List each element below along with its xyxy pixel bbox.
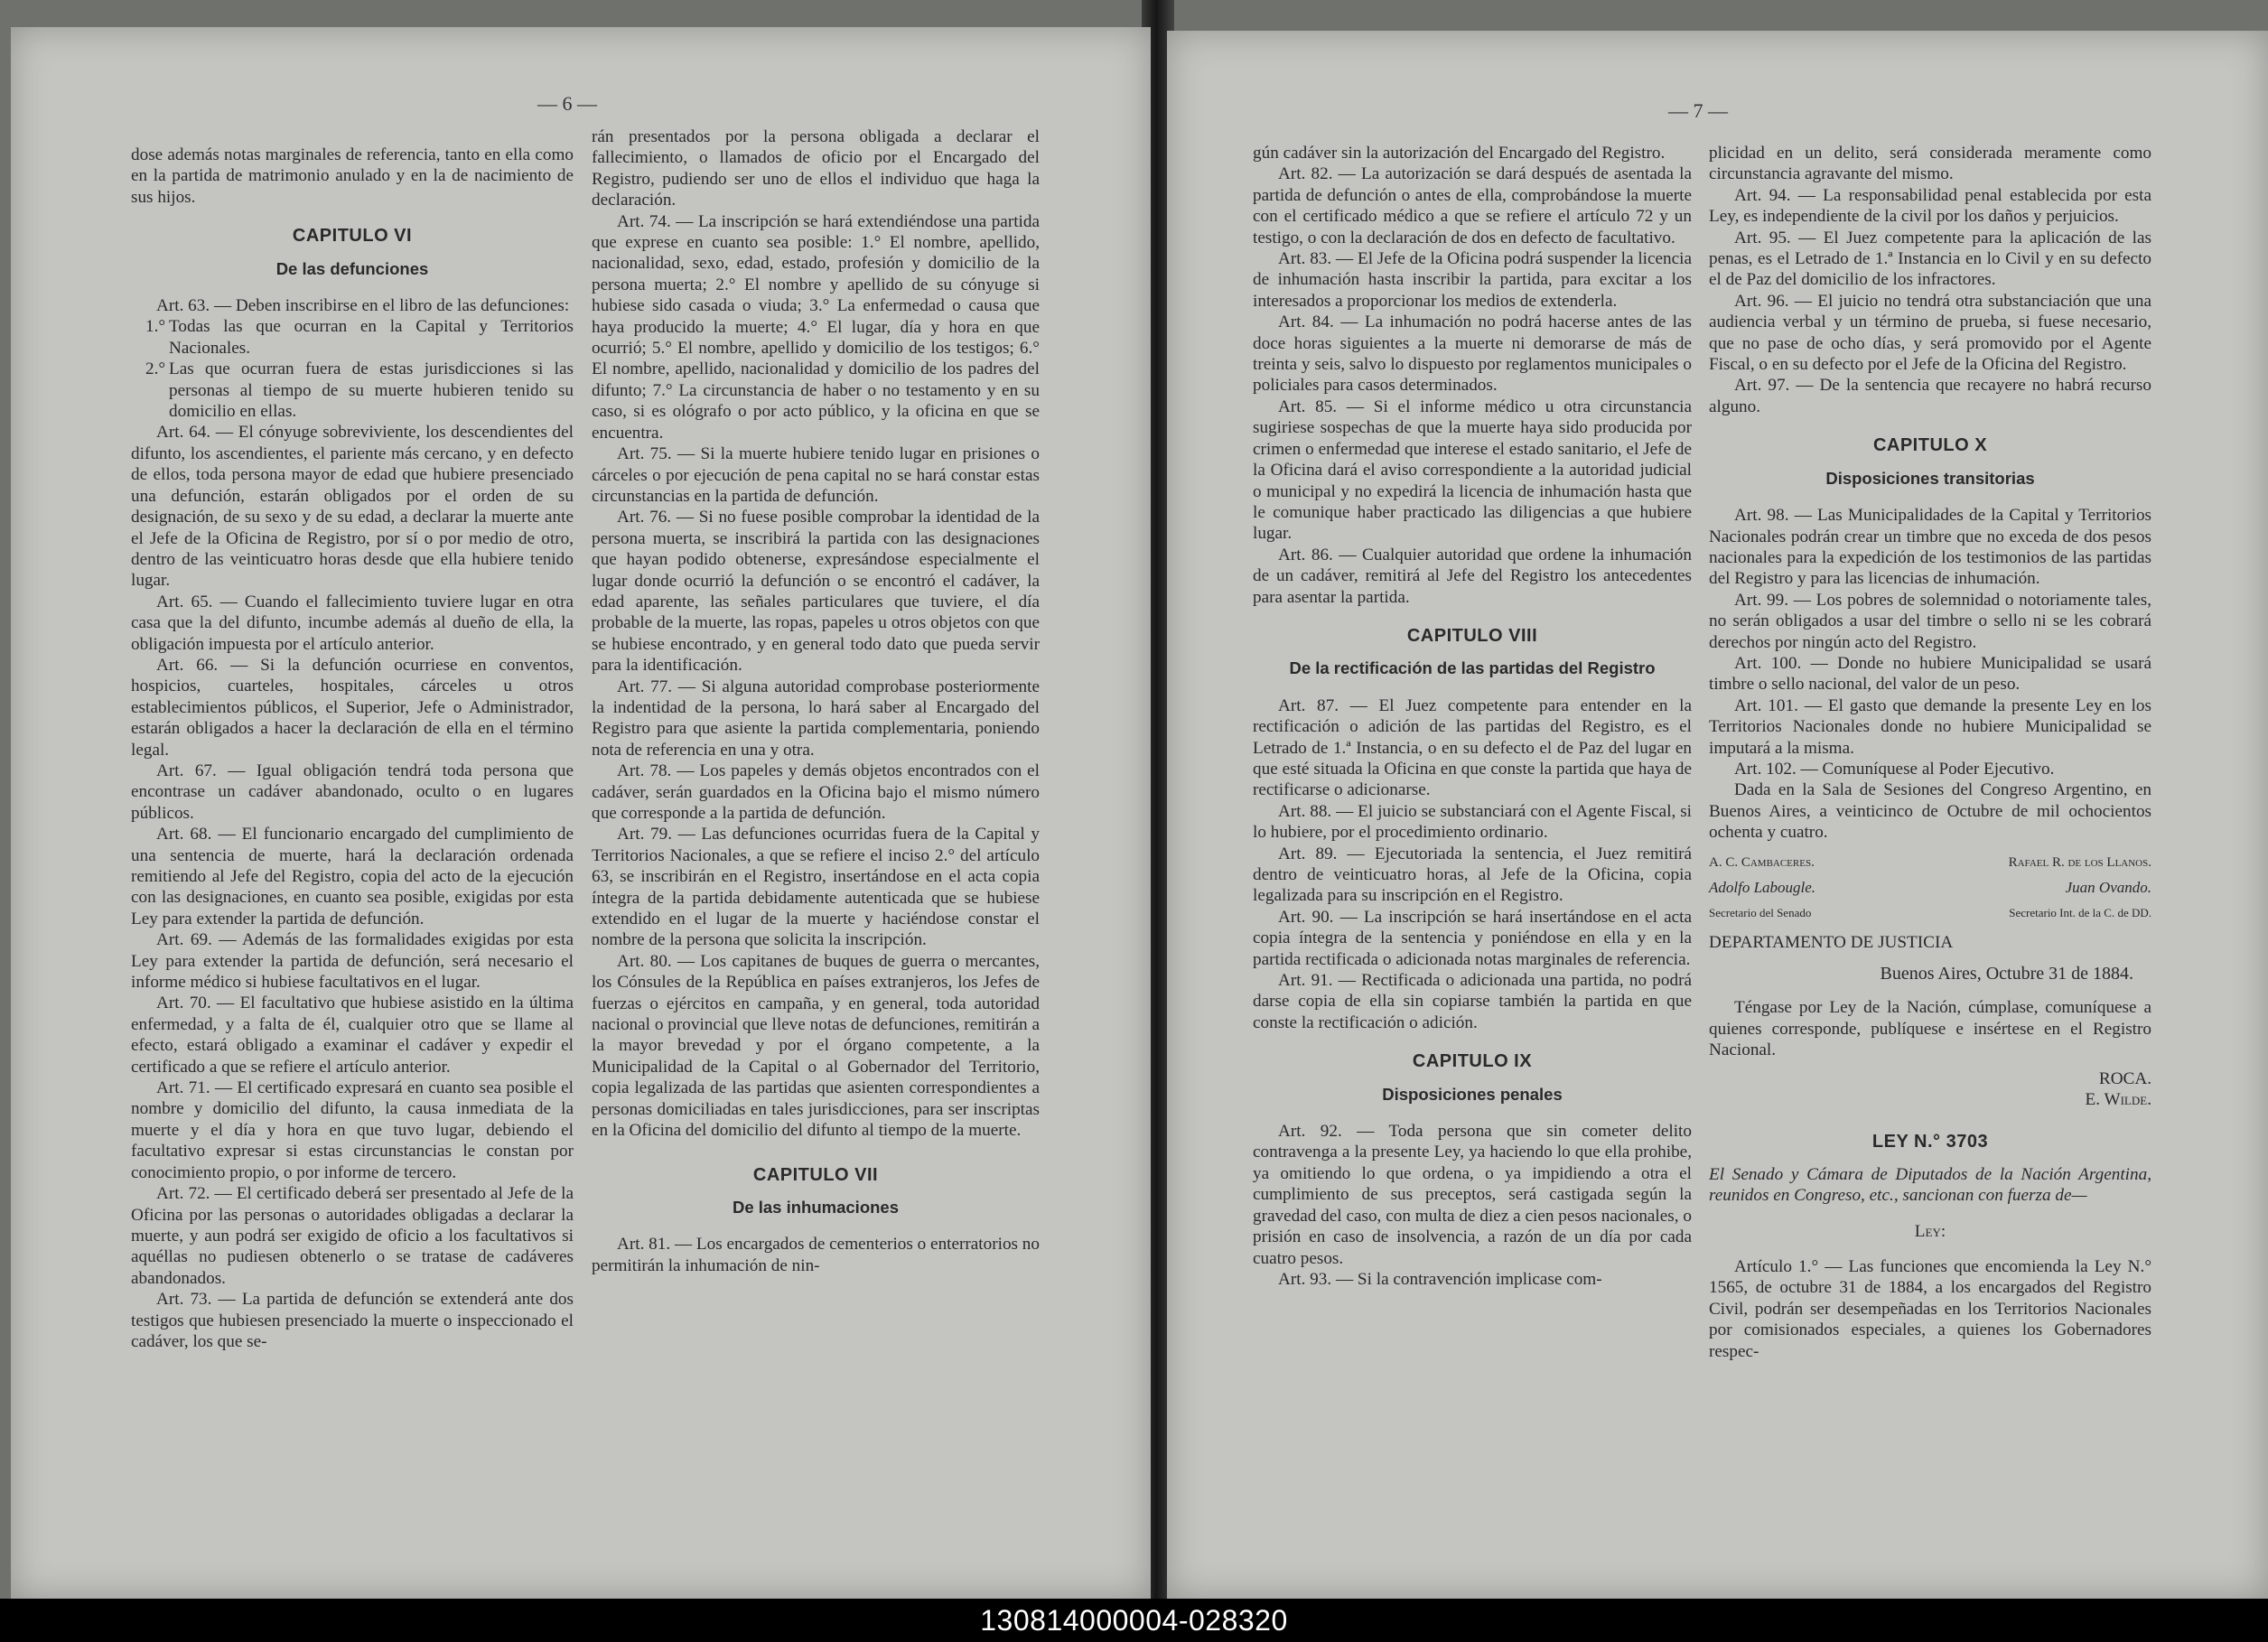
chapter-subheading: De la rectificación de las partidas del Registro xyxy=(1289,658,1656,678)
signature-row xyxy=(1709,903,2151,923)
paragraph: Art. 64. — El cónyuge sobreviviente, los descendientes del difunto, los ascendientes, el pariente más cercano, y en defecto de ellos, toda persona mayor de edad que hubiere presenciado una defunción, estarán obligados por el orden de su designación, de su sexo y de su edad, a declarar la muerte ante el Jefe de la Oficina de Registro, por sí o por medio de otro, dentro de las veinticuatro horas desde que ella hubiere tenido lugar. xyxy=(131,423,574,591)
signature-roca: ROCA. xyxy=(2098,1068,2151,1088)
paragraph: Art. 74. — La inscripción se hará extendiéndose una partida que exprese en cuanto sea posible: 1.° El nombre, apellido, nacionalidad, sexo, edad, estado, profesión y domicilio de la persona muerta; 2.° El nombre y apellido de su cónyuge si hubiese sido casada o viuda; 3.° La enfermedad o causa que haya producido la muerte; 4.° El lugar, día y hora en que ocurrió; 5.° El nombre, apellido y domicilio de los testigos; 6.° El nombre, apellido, nacionalidad y domicilio de los padres del difunto; 7.° La circunstancia de haber o no testamento y en su caso, si es ológrafo o por acto público, y la oficina en que se encuentra. xyxy=(592,211,1040,443)
paragraph: Art. 99. — Los pobres de solemnidad o notoriamente tales, no serán obligados a usar del timbre o sello ni se les cobrará derechos por ningún acto del Registro. xyxy=(1709,590,2151,652)
list-number: 1.° xyxy=(145,317,166,337)
paragraph: Art. 96. — El juicio no tendrá otra substanciación que una audiencia verbal y un término de prueba, si fuese necesario, que no pase de ocho días, y será promovido por el Agente Fiscal, o en su defecto por el Jefe de la Oficina del Registro. xyxy=(1709,291,2151,375)
paragraph: Art. 80. — Los capitanes de buques de guerra o mercantes, los Cónsules de la República en países extranjeros, los Jefes de fuerzas o ejércitos en campaña, y en general, toda autoridad nacional o provincial que lleve notas de defunciones, remitirán a la mayor brevedad y por el órgano competente, a la Municipalidad de la Capital o al Gobernador del Territorio, copia legalizada de las partidas que asienten correspondientes a personas domiciliadas en tales jurisdicciones, para ser inscriptas en la Oficina del domicilio del difunto al tiempo de la muerte. xyxy=(592,951,1040,1141)
paragraph: Art. 71. — El certificado expresará en cuanto sea posible el nombre y domicilio del difunto, la causa inmediata de la muerte y el día y hora en que tuvo lugar, debiendo el facultativo expresar si estas circunstancias le constan por conocimiento propio, o por informe de tercero. xyxy=(131,1078,574,1182)
paragraph: Art. 63. — Deben inscribirse en el libro de las defunciones: xyxy=(156,296,570,316)
paragraph: Art. 93. — Si la contravención implicase com- xyxy=(1278,1269,1602,1289)
page-number: — 7 — xyxy=(1668,99,1728,122)
paragraph: Art. 102. — Comuníquese al Poder Ejecutivo. xyxy=(1734,759,2055,779)
signature-title-left: Secretario del Senado xyxy=(1709,905,1812,919)
paragraph: Art. 82. — La autorización se dará después de asentada la partida de defunción o antes de ella, comprobándose la muerte con el certificado médico a que se refiere el artículo 72 y un testigo, o con la declaración de dos en defecto de facultativo. xyxy=(1253,164,1692,247)
list-text: Todas las que ocurran en la Capital y Territorios Nacionales. xyxy=(169,317,574,358)
paragraph: Art. 85. — Si el informe médico u otra circunstancia sugiriese sospechas de que la muerte haya sido producida por crimen o enfermedad que interese el estado sanitario, el Jefe de la Oficina dará el aviso correspondiente a la autoridad judicial o municipal y no expedirá la licencia de inhumación hasta que le comunique haber practicado las diligencias a que hubiere lugar. xyxy=(1253,397,1692,544)
chapter-heading: CAPITULO VI xyxy=(292,226,413,247)
paragraph: Art. 69. — Además de las formalidades exigidas por esta Ley para extender la partida de defunción, será necesario el informe médico si hubiese facultativos en el lugar. xyxy=(131,930,574,993)
paragraph: Art. 83. — El Jefe de la Oficina podrá suspender la licencia de inhumación hasta inscribir la partida, para excitar a los interesados a proporcionar los medios de extenderla. xyxy=(1253,249,1692,311)
paragraph: Art. 90. — La inscripción se hará insertándose en el acta copia íntegra de la sentencia y poniéndose en ella y en la partida rectificada o adicionada notas marginales de referencia. xyxy=(1253,907,1692,969)
paragraph: Art. 100. — Donde no hubiere Municipalidad se usará timbre o sello nacional, del valor de un peso. xyxy=(1709,653,2151,695)
paragraph: Art. 88. — El juicio se substanciará con el Agente Fiscal, si lo hubiere, por el procedimiento ordinario. xyxy=(1253,801,1692,843)
chapter-subheading: Disposiciones transitorias xyxy=(1825,468,2035,488)
paragraph: Dada en la Sala de Sesiones del Congreso Argentino, en Buenos Aires, a veinticinco de Octubre de mil ochocientos ochenta y cuatro. xyxy=(1709,780,2151,843)
right-page-column-2 xyxy=(1709,143,2151,1362)
paragraph: Art. 89. — Ejecutoriada la sentencia, el Juez remitirá dentro de veinticuatro horas, al Jefe de la Oficina, copia legalizada para su inscripción en el Registro. xyxy=(1253,844,1692,906)
signature-left: Adolfo Labougle. xyxy=(1709,878,1816,896)
paragraph: plicidad en un delito, será considerada meramente como circunstancia agravante del mismo. xyxy=(1709,144,2151,184)
paragraph: Art. 78. — Los papeles y demás objetos encontrados con el cadáver, serán guardados en la Oficina bajo el mismo número que corresponde a la partida de defunción. xyxy=(592,761,1040,823)
paragraph: gún cadáver sin la autorización del Encargado del Registro. xyxy=(1253,144,1666,163)
paragraph: Art. 65. — Cuando el fallecimiento tuviere lugar en otra casa que la del difunto, incumbe además al dueño de ella, la obligación impuesta por el artículo anterior. xyxy=(131,592,574,654)
signature-wilde: E. Wilde. xyxy=(2085,1090,2151,1110)
paragraph: Art. 91. — Rectificada o adicionada una partida, no podrá darse copia de ella sin copiarse también la partida en que conste la rectificación o adición. xyxy=(1253,971,1692,1032)
paragraph: Art. 70. — El facultativo que hubiese asistido en la última enfermedad, y a falta de él, cualquier otro que se llame al efecto, estará obligado a examinar el cadáver y expedir el certificado a que se refiere el artículo anterior. xyxy=(131,994,574,1077)
paragraph: Art. 75. — Si la muerte hubiere tenido lugar en prisiones o cárceles o por ejecución de pena capital no se hará constar estas circunstancias en la partida de defunción. xyxy=(592,444,1040,506)
barcode-label: 130814000004-028320 xyxy=(0,1599,2268,1642)
paragraph: Art. 67. — Igual obligación tendrá toda persona que encontrase un cadáver abandonado, oculto o en lugares públicos. xyxy=(131,760,574,823)
law-label: Ley: xyxy=(1914,1221,1946,1241)
paragraph: Art. 84. — La inhumación no podrá hacerse antes de las doce horas siguientes a la muerte ni demorarse de más de treinta y seis, salvo lo dispuesto por reglamentos municipales o policiales para casos determinados. xyxy=(1253,313,1692,396)
paragraph: Téngase por Ley de la Nación, cúmplase, comuníquese a quienes corresponde, publíquese e insértese en el Registro Nacional. xyxy=(1709,998,2151,1060)
paragraph: rán presentados por la persona obligada a declarar el fallecimiento, o llamados de oficio por el Encargado del Registro, pudiendo ser uno de ellos el individuo que haga la declaración. xyxy=(592,127,1040,210)
chapter-subheading: Disposiciones penales xyxy=(1382,1084,1563,1104)
paragraph: Art. 86. — Cualquier autoridad que ordene la inhumación de un cadáver, remitirá al Jefe del Registro los antecedentes para asentar la partida. xyxy=(1253,545,1692,607)
signature-row xyxy=(1709,853,2151,872)
chapter-subheading: De las defunciones xyxy=(275,258,429,278)
list-number: 2.° xyxy=(145,359,166,379)
list-item xyxy=(131,316,574,359)
left-page-column-2 xyxy=(592,126,1040,1276)
law-heading: LEY N.° 3703 xyxy=(1871,1132,1989,1152)
paragraph: Artículo 1.° — Las funciones que encomienda la Ley N.° 1565, de octubre 31 de 1884, a los encargados del Registro Civil, podrán ser desempeñadas en los Territorios Nacionales por comisionados especiales, a quienes los Gobernadores respec- xyxy=(1709,1257,2151,1361)
paragraph: Art. 95. — El Juez competente para la aplicación de las penas, es el Letrado de 1.ª Instancia en lo Civil y en su defecto el de Paz del domicilio de los infractores. xyxy=(1709,228,2151,290)
chapter-heading: CAPITULO X xyxy=(1872,435,1988,456)
paragraph: Art. 94. — La responsabilidad penal establecida por esta Ley, es independiente de la civil por los daños y perjuicios. xyxy=(1709,185,2151,227)
right-page xyxy=(1167,31,2268,1599)
paragraph: Art. 72. — El certificado deberá ser presentado al Jefe de la Oficina por las personas o autoridades obligadas a declarar la muerte, y aun podrá ser exigido de oficio a los facultativos si aquéllas no pudiesen obtenerlo o se tratase de cadáveres abandonados. xyxy=(131,1184,574,1288)
paragraph: Art. 81. — Los encargados de cementerios o enterratorios no permitirán la inhumación de nin- xyxy=(592,1235,1040,1275)
paragraph: Art. 87. — El Juez competente para entender en la rectificación o adición de las partidas del Registro, es el Letrado de 1.ª Instancia, o en su defecto el de Paz del lugar en que esté situada la Oficina en que conste la partida que haya de rectificarse o adicionarse. xyxy=(1253,695,1692,800)
list-text: Las que ocurran fuera de estas jurisdicciones si las personas al tiempo de su muerte hubieren tenido su domicilio en ellas. xyxy=(169,359,574,422)
paragraph: Art. 98. — Las Municipalidades de la Capital y Territorios Nacionales podrán crear un timbre que no exceda de dos pesos nacionales para la expedición de los testimonios de las partidas del Registro y para las licencias de inhumación. xyxy=(1709,506,2151,589)
page-number: — 6 — xyxy=(537,92,597,115)
signature-right: Juan Ovando. xyxy=(2065,878,2151,896)
signature-title-right: Secretario Int. de la C. de DD. xyxy=(2009,905,2151,919)
right-page-column-1 xyxy=(1253,143,1692,1290)
paragraph: Art. 101. — El gasto que demande la presente Ley en los Territorios Nacionales donde no hubiere Municipalidad se imputará a la misma. xyxy=(1709,695,2151,758)
chapter-heading: CAPITULO VII xyxy=(752,1164,879,1185)
department-heading: DEPARTAMENTO DE JUSTICIA xyxy=(1709,932,1954,952)
paragraph: Art. 77. — Si alguna autoridad comprobase posteriormente la indentidad de la persona, lo hará saber al Encargado del Registro para que asiente la partida complementaria, poniendo nota de referencia en una y otra. xyxy=(592,676,1040,760)
paragraph: Art. 79. — Las defunciones ocurridas fuera de la Capital y Territorios Nacionales, a que se refiere el inciso 2.° del artículo 63, se inscribirán en el Registro, insertándose en el acta copia íntegra de la partida debidamente autenticada que se hubiese extendido en el lugar de la muerte y haciéndose constar el nombre de la persona que solicita la inscripción. xyxy=(592,825,1040,950)
chapter-heading: CAPITULO VIII xyxy=(1406,625,1538,646)
signature-left: A. C. Cambaceres. xyxy=(1709,854,1815,870)
paragraph: dose además notas marginales de referencia, tanto en ella como en la partida de matrimonio anulado y en la de nacimiento de sus hijos. xyxy=(131,145,574,207)
paragraph: Art. 92. — Toda persona que sin cometer delito contravenga a la presente Ley, ya haciendo lo que ella prohibe, ya omitiendo lo que ordena, o ya impidiendo a otra el cumplimiento de sus preceptos, será castigada según la gravedad del caso, con multa de diez a cien pesos nacionales, o prisión en caso de insolvencia, a razón de un día por cada cuatro pesos. xyxy=(1253,1122,1692,1268)
chapter-heading: CAPITULO IX xyxy=(1412,1051,1533,1072)
list-item xyxy=(131,359,574,422)
left-page-column-1 xyxy=(131,145,574,1352)
signature-right: Rafael R. de los Llanos. xyxy=(2008,854,2151,870)
paragraph: Art. 97. — De la sentencia que recayere no habrá recurso alguno. xyxy=(1709,376,2151,416)
paragraph: Art. 73. — La partida de defunción se extenderá ante dos testigos que hubiesen presenciado la muerte o inspeccionado el cadáver, los que se- xyxy=(131,1290,574,1351)
law-preamble: El Senado y Cámara de Diputados de la Nación Argentina, reunidos en Congreso, etc., sancionan con fuerza de— xyxy=(1709,1164,2151,1206)
decree-date: Buenos Aires, Octubre 31 de 1884. xyxy=(1880,964,2133,984)
chapter-subheading: De las inhumaciones xyxy=(732,1197,900,1217)
paragraph: Art. 76. — Si no fuese posible comprobar la identidad de la persona muerta, se inscribirá la partida con las designaciones que hayan podido obtenerse, expresándose especialmente el lugar donde ocurrió la defunción o se encontró el cadáver, la edad aparente, las señales particulares que tuviere, el día probable de la muerte, las ropas, papeles u otros objetos con que se hubiese encontrado, y en general todo dato que pueda servir para la identificación. xyxy=(592,508,1040,676)
signature-row xyxy=(1709,878,2151,898)
paragraph: Art. 68. — El funcionario encargado del cumplimiento de una sentencia de muerte, hará la declaración ordenada remitiendo al Jefe del Registro, copia del acto de la ejecución con las designaciones, en cuanto sea posible, exigidas por esta Ley para extender la partida de defunción. xyxy=(131,825,574,928)
left-page xyxy=(11,27,1151,1599)
paragraph: Art. 66. — Si la defunción ocurriese en conventos, hospicios, cuarteles, hospitales, cárceles u otros establecimientos públicos, el Superior, Jefe o Administrador, estarán obligados a hacer la declaración de ella en el término legal. xyxy=(131,655,574,760)
